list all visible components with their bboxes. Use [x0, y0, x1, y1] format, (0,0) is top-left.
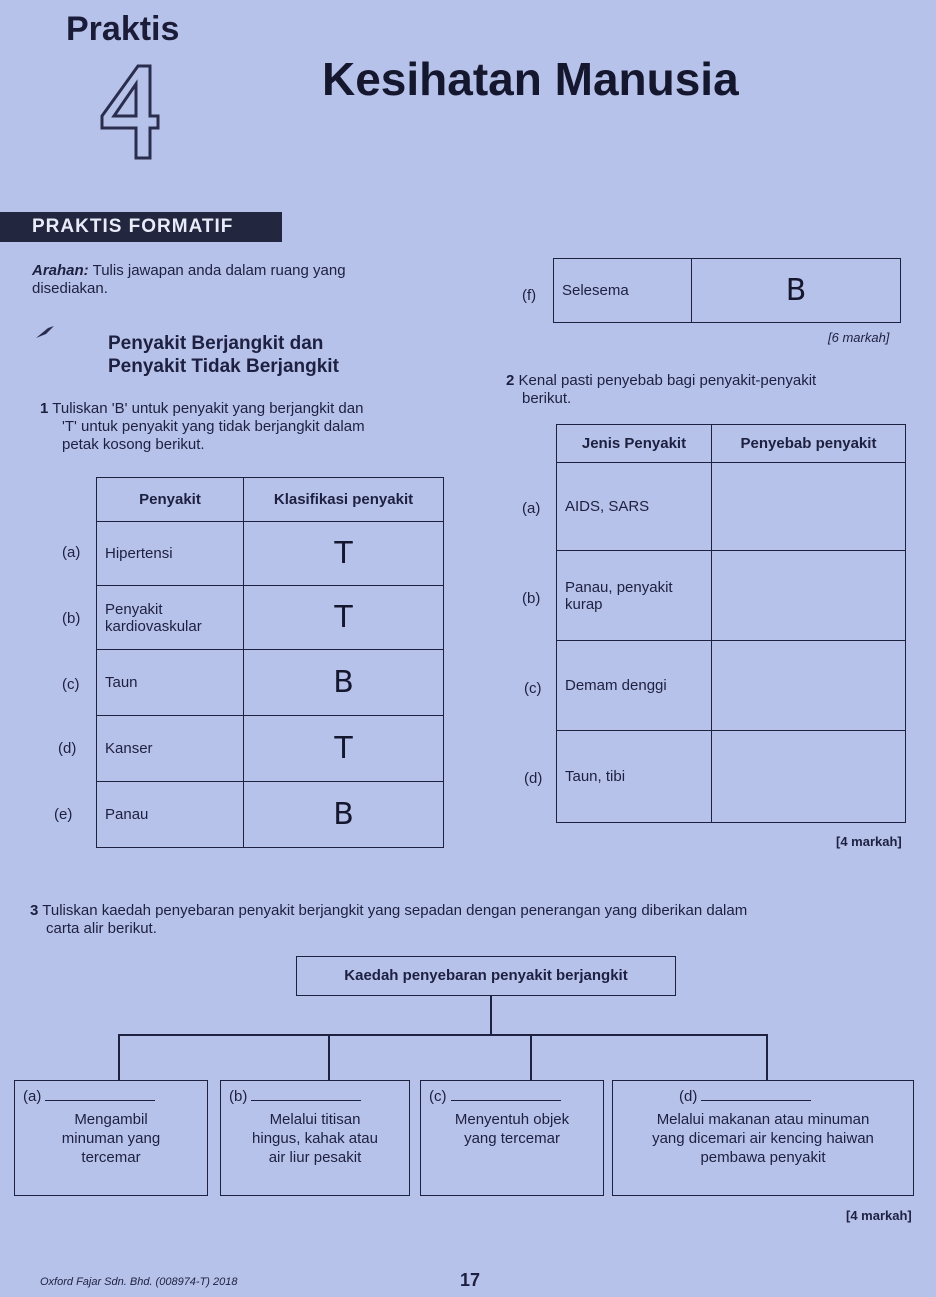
method-box-c	[420, 1080, 604, 1196]
q1-row-d-label: (d)	[58, 740, 77, 757]
chapter-number	[96, 62, 162, 160]
method-d-line1: Melalui makanan atau minuman	[656, 1111, 870, 1128]
q1-line2: 'T' untuk penyakit yang tidak berjangkit dalam	[62, 418, 365, 435]
q1-disease-a: Hipertensi	[97, 522, 244, 586]
q2-answer-d[interactable]	[712, 731, 906, 823]
table-row	[557, 551, 906, 641]
method-c-blank[interactable]	[451, 1100, 561, 1101]
q1-row-f-label: (f)	[522, 287, 537, 304]
method-b-line2: hingus, kahak atau	[252, 1130, 378, 1147]
method-d-line2: yang dicemari air kencing haiwan	[652, 1130, 874, 1147]
instructions-line1: Tulis jawapan anda dalam ruang yang	[92, 262, 346, 279]
method-box-a	[14, 1080, 208, 1196]
subtopic-heading	[108, 332, 339, 378]
q1-header-class: Klasifikasi penyakit	[244, 478, 444, 522]
q2-row-c-label: (c)	[524, 680, 542, 697]
q1-disease-b: Penyakit kardiovaskular	[97, 586, 244, 650]
q2-header-disease: Jenis Penyakit	[557, 425, 712, 463]
method-box-b	[220, 1080, 410, 1196]
q2-number: 2	[506, 372, 515, 389]
q1-row-a-label: (a)	[62, 544, 81, 561]
flow-connector	[530, 1034, 532, 1080]
q2-disease-a: AIDS, SARS	[557, 463, 712, 551]
q1-marks: [6 markah]	[828, 330, 890, 345]
q1-line3: petak kosong berikut.	[62, 436, 205, 453]
method-d-line3: pembawa penyakit	[700, 1149, 826, 1166]
q1-row-e-label: (e)	[54, 806, 73, 823]
q1-line1: Tuliskan 'B' untuk penyakit yang berjangkit dan	[52, 400, 364, 417]
q1-row-b-label: (b)	[62, 610, 81, 627]
q1-disease-e: Panau	[97, 782, 244, 848]
q1-disease-c: Taun	[97, 650, 244, 716]
method-b-blank[interactable]	[251, 1100, 361, 1101]
q1-table	[96, 477, 444, 848]
q2-answer-b[interactable]	[712, 551, 906, 641]
q3-line1: Tuliskan kaedah penyebaran penyakit berjangkit yang sepadan dengan penerangan yang diberikan dalam	[42, 902, 748, 919]
q2-answer-a[interactable]	[712, 463, 906, 551]
method-c-line1: Menyentuh objek	[454, 1111, 570, 1128]
method-box-d	[612, 1080, 914, 1196]
q1-disease-d: Kanser	[97, 716, 244, 782]
section-banner: PRAKTIS FORMATIF	[0, 212, 282, 242]
instructions-label: Arahan:	[32, 262, 89, 279]
table-row	[97, 716, 444, 782]
q3-text	[30, 902, 920, 938]
method-a-line1: Mengambil	[74, 1111, 148, 1128]
method-c-line2: yang tercemar	[464, 1130, 560, 1147]
table-row	[97, 586, 444, 650]
flowchart-root: Kaedah penyebaran penyakit berjangkit	[296, 956, 676, 996]
table-row	[97, 650, 444, 716]
flow-connector	[118, 1034, 768, 1036]
subtopic-line1: Penyakit Berjangkit dan	[108, 333, 324, 354]
q2-table	[556, 424, 906, 823]
flow-connector	[766, 1034, 768, 1080]
subtopic-icon	[34, 324, 56, 340]
method-a-line3: tercemar	[81, 1149, 141, 1166]
publisher-footer: Oxford Fajar Sdn. Bhd. (008974-T) 2018	[40, 1276, 238, 1288]
flow-connector	[490, 996, 492, 1034]
flow-connector	[118, 1034, 120, 1080]
q2-row-a-label: (a)	[522, 500, 541, 517]
flow-connector	[328, 1034, 330, 1080]
method-d-blank[interactable]	[701, 1100, 811, 1101]
table-row	[557, 641, 906, 731]
q1-answer-f[interactable]: B	[692, 259, 901, 323]
method-b-line3: air liur pesakit	[268, 1149, 362, 1166]
instructions	[32, 262, 432, 298]
q1-answer-c[interactable]: B	[244, 650, 444, 716]
q1-number: 1	[40, 400, 49, 417]
method-a-line2: minuman yang	[61, 1130, 161, 1147]
q2-row-b-label: (b)	[522, 590, 541, 607]
page-number: 17	[460, 1270, 481, 1290]
table-row	[557, 463, 906, 551]
q1-disease-f: Selesema	[554, 259, 692, 323]
method-a-blank[interactable]	[45, 1100, 155, 1101]
q1-answer-a[interactable]: T	[244, 522, 444, 586]
q1-answer-e[interactable]: B	[244, 782, 444, 848]
q1-answer-b[interactable]: T	[244, 586, 444, 650]
page-title: Kesihatan Manusia	[322, 53, 739, 105]
q1-text	[40, 400, 460, 454]
q2-disease-b: Panau, penyakit kurap	[557, 551, 712, 641]
q2-answer-c[interactable]	[712, 641, 906, 731]
q2-marks: [4 markah]	[836, 834, 902, 849]
q2-text	[506, 372, 916, 408]
q2-disease-c: Demam denggi	[557, 641, 712, 731]
table-row	[97, 782, 444, 848]
q2-line2: berikut.	[522, 390, 572, 407]
method-b-label: (b)	[229, 1088, 248, 1105]
method-b-line1: Melalui titisan	[269, 1111, 361, 1128]
method-d-label: (d)	[679, 1088, 698, 1105]
q1-table-cont	[553, 258, 901, 323]
q3-number: 3	[30, 902, 39, 919]
q2-line1: Kenal pasti penyebab bagi penyakit-penyakit	[518, 372, 817, 389]
subtopic-line2: Penyakit Tidak Berjangkit	[108, 356, 339, 377]
q1-header-disease: Penyakit	[97, 478, 244, 522]
table-row	[554, 259, 901, 323]
q3-marks: [4 markah]	[846, 1208, 912, 1223]
method-a-label: (a)	[23, 1088, 42, 1105]
table-row	[557, 731, 906, 823]
q1-row-c-label: (c)	[62, 676, 80, 693]
table-row	[97, 522, 444, 586]
q1-answer-d[interactable]: T	[244, 716, 444, 782]
q2-header-cause: Penyebab penyakit	[712, 425, 906, 463]
q2-row-d-label: (d)	[524, 770, 543, 787]
q2-disease-d: Taun, tibi	[557, 731, 712, 823]
instructions-line2: disediakan.	[32, 280, 108, 297]
q3-line2: carta alir berikut.	[46, 920, 157, 937]
praktis-label: Praktis	[66, 10, 180, 48]
method-c-label: (c)	[429, 1088, 447, 1105]
